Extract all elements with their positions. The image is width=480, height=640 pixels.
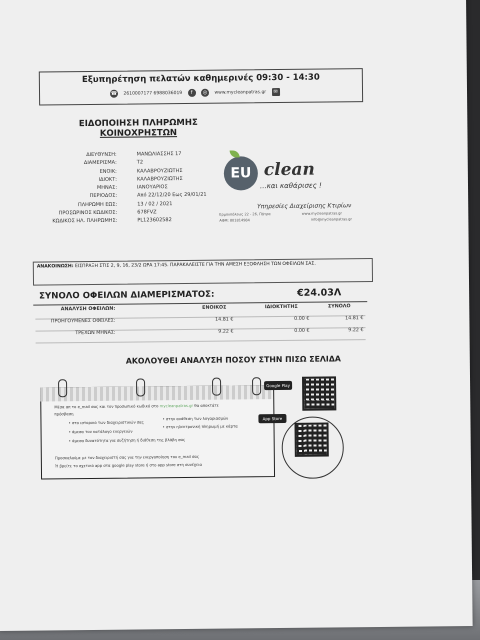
info-value: PL123602582 bbox=[137, 217, 172, 224]
qr-code-google-play[interactable] bbox=[302, 376, 336, 410]
email-icon[interactable]: ✉ bbox=[273, 89, 278, 96]
info-value: ΚΑΛΑΒΡΟΥΖΙΩΤΗΣ bbox=[136, 167, 183, 175]
info-value: 678FVZ bbox=[137, 209, 157, 216]
website-link[interactable]: www.mycleanpatras.gr bbox=[214, 89, 267, 96]
cell: 14.81 € bbox=[345, 316, 364, 322]
promo-bullet: • άμεσα τον κατάλογο ενεργειών bbox=[68, 428, 133, 435]
row-label: ΤΡΕΧΩΝ ΜΗΝΑΣ: bbox=[75, 330, 116, 337]
phone-icon: ☎ bbox=[110, 90, 118, 97]
company-ids bbox=[219, 217, 352, 222]
total-label: ΣΥΝΟΛΟ ΟΦΕΙΛΩΝ ΔΙΑΜΕΡΙΣΜΑΤΟΣ: bbox=[39, 289, 215, 302]
paperclip-icon bbox=[58, 379, 67, 397]
cell: 9.22 € bbox=[348, 328, 364, 334]
bullet-text: άμεσα τον κατάλογο ενεργειών bbox=[71, 428, 133, 435]
promo-scroll-top-bar bbox=[40, 385, 272, 401]
notice-title-line1: ΕΙΔΟΠΟΙΗΣΗ ΠΛΗΡΩΜΗΣ bbox=[78, 117, 198, 130]
globe-icon: ◎ bbox=[202, 89, 208, 96]
notice-title bbox=[53, 118, 223, 140]
promo-line: θα αποκτάτε bbox=[194, 402, 219, 408]
google-play-badge[interactable]: Google Play bbox=[264, 381, 292, 390]
afm-text: ΑΦΜ: 801814984 bbox=[219, 218, 250, 223]
bullet-text: στο ιστορικό των διαχειριστικών σας bbox=[71, 419, 144, 426]
bullet-text: άμεσα δυνατότητα για συζήτηση ή διάθεση της βλάβη σας bbox=[72, 437, 186, 444]
header-cell: ΑΝΑΛΥΣΗ ΟΦΕΙΛΩΝ: bbox=[60, 306, 116, 313]
info-label: ΠΡΟΣΩΡΙΝΟΣ ΚΩΔΙΚΟΣ: bbox=[58, 209, 118, 217]
promo-bullet: • στο ιστορικό των διαχειριστικών σας bbox=[68, 419, 144, 426]
paperclip-icon bbox=[136, 378, 145, 396]
services-caption: Υπηρεσίες Διαχείρισης Κτιρίων bbox=[257, 202, 352, 211]
facebook-icon[interactable]: f bbox=[188, 89, 196, 97]
info-label: ΔΙΑΜΕΡΙΣΜΑ: bbox=[83, 159, 117, 167]
site-text: www.mycleanpatras.gr bbox=[301, 211, 342, 216]
promo-bullet: • άμεσα δυνατότητα για συζήτηση ή διάθεση της βλάβη σας bbox=[68, 437, 186, 444]
row-label: ΠΡΟΗΓΟΥΜΕΝΕΣ ΟΦΕΙΛΕΣ: bbox=[50, 318, 116, 325]
contact-row bbox=[110, 88, 284, 98]
info-label: ΠΛΗΡΩΜΗ ΕΩΣ: bbox=[77, 201, 118, 208]
logo-clean-text: clean bbox=[263, 159, 315, 181]
cell: 0.00 € bbox=[294, 328, 310, 334]
logo-slogan: ...και καθάρισες ! bbox=[259, 181, 322, 191]
promo-footer: Προσκαλούμε με τον διαχειριστή σας για την ενεργοποίηση του e_mail σας bbox=[54, 453, 200, 461]
info-label: ΔΙΕΥΘΥΝΣΗ: bbox=[86, 151, 117, 159]
promo-footer: Ή βρείτε το σχετικό app στα google play store ή στο app store στη συνέχεια bbox=[54, 461, 202, 469]
apartment-info bbox=[40, 151, 207, 227]
eu-circle: EU bbox=[224, 156, 258, 190]
info-label: ΜΗΝΑΣ: bbox=[96, 184, 118, 192]
info-label: ΙΔΙΟΚΤ: bbox=[98, 176, 117, 183]
see-back-page-note: ΑΚΟΛΟΥΘΕΙ ΑΝΑΛΥΣΗ ΠΟΣΟΥ ΣΤΗΝ ΠΙΣΩ ΣΕΛΙΔΑ bbox=[125, 354, 341, 366]
info-label: ΚΩΔΙΚΟΣ ΗΛ. ΠΛΗΡΩΜΗΣ: bbox=[52, 218, 118, 225]
cell: 9.22 € bbox=[218, 329, 234, 335]
info-value: ΚΑΛΑΒΡΟΥΖΙΩΤΗΣ bbox=[136, 175, 183, 183]
announcement-text: ΕΙΣΠΡΑΞΗ ΣΤΙΣ 2, 9, 16, 23/2 ΩΡΑ 17:45. ΠΑΡΑΚΑΛΕΙΣΤΕ ΓΙΑ ΤΗΝ ΑΜΕΣΗ ΕΞΟΦΛΗΣΗ ΤΩΝ ΟΦΕΙΛΩΝ ΣΑΣ. bbox=[74, 261, 316, 270]
info-value: Από 22/12/20 Εως 29/01/21 bbox=[137, 192, 207, 199]
customer-service-header bbox=[39, 68, 363, 105]
promo-line: πρόσβαση bbox=[54, 411, 74, 417]
announcement-label: ΑΝΑΚΟΙΝΩΣΗ: bbox=[36, 264, 74, 270]
app-store-badge[interactable]: App Store bbox=[258, 414, 286, 423]
debt-analysis-table bbox=[35, 304, 365, 343]
cell: 14.81 € bbox=[215, 317, 234, 323]
promo-link[interactable]: mycleanpatras.gr bbox=[159, 402, 194, 409]
total-amount: €24.03Λ bbox=[297, 287, 342, 299]
leaf-icon bbox=[230, 150, 240, 157]
info-label: ΕΝΟΙΚ: bbox=[99, 168, 117, 175]
promo-bullet: • στην ηλεκτρονική πληρωμή με κάρτα bbox=[162, 423, 238, 430]
cell: 0.00 € bbox=[294, 316, 310, 322]
info-row bbox=[40, 217, 207, 227]
info-value: Τ2 bbox=[136, 159, 144, 166]
paperclip-icon bbox=[212, 378, 221, 396]
info-label: ΠΕΡΙΟΔΟΣ: bbox=[89, 193, 118, 200]
header-cell: ΙΔΙΟΚΤΗΤΗΣ bbox=[264, 304, 298, 311]
email-text: info@mycleanpatras.gr bbox=[310, 217, 352, 222]
info-value: ΜΑΝΩΛΙΑΣΣΗΣ 17 bbox=[136, 151, 182, 158]
notice-title-line2: ΚΟΙΝΟΧΡΗΣΤΩΝ bbox=[99, 128, 178, 139]
promo-line: Μέσα απ το e_mail σας και τον προσωπικό κωδικό στο bbox=[54, 403, 159, 410]
service-hours: Εξυπηρέτηση πελατών καθημερινές 09:30 - 14:30 bbox=[81, 72, 320, 86]
info-value: 13 / 02 / 2021 bbox=[137, 200, 173, 208]
announcement-box bbox=[33, 258, 373, 286]
header-cell: ΣΥΝΟΛΟ bbox=[327, 304, 351, 310]
header-cell: ΕΝΟΙΚΟΣ bbox=[202, 305, 227, 311]
qr-code-app-store[interactable] bbox=[294, 422, 328, 456]
address-text: Ερμουπόλεως 22 - 26, Πάτρα bbox=[219, 212, 271, 217]
table-row bbox=[36, 328, 366, 343]
info-value: ΙΑΝΟΥΑΡΙΟΣ bbox=[136, 184, 168, 191]
paperclip-icon bbox=[252, 377, 261, 395]
bullet-text: στην ανάθεση των λογαριασμών bbox=[165, 415, 229, 422]
promo-bullet: • στην ανάθεση των λογαριασμών bbox=[162, 415, 229, 422]
phone-numbers: 2610007177 6988036019 bbox=[123, 90, 183, 97]
bullet-text: στην ηλεκτρονική πληρωμή με κάρτα bbox=[165, 423, 238, 430]
